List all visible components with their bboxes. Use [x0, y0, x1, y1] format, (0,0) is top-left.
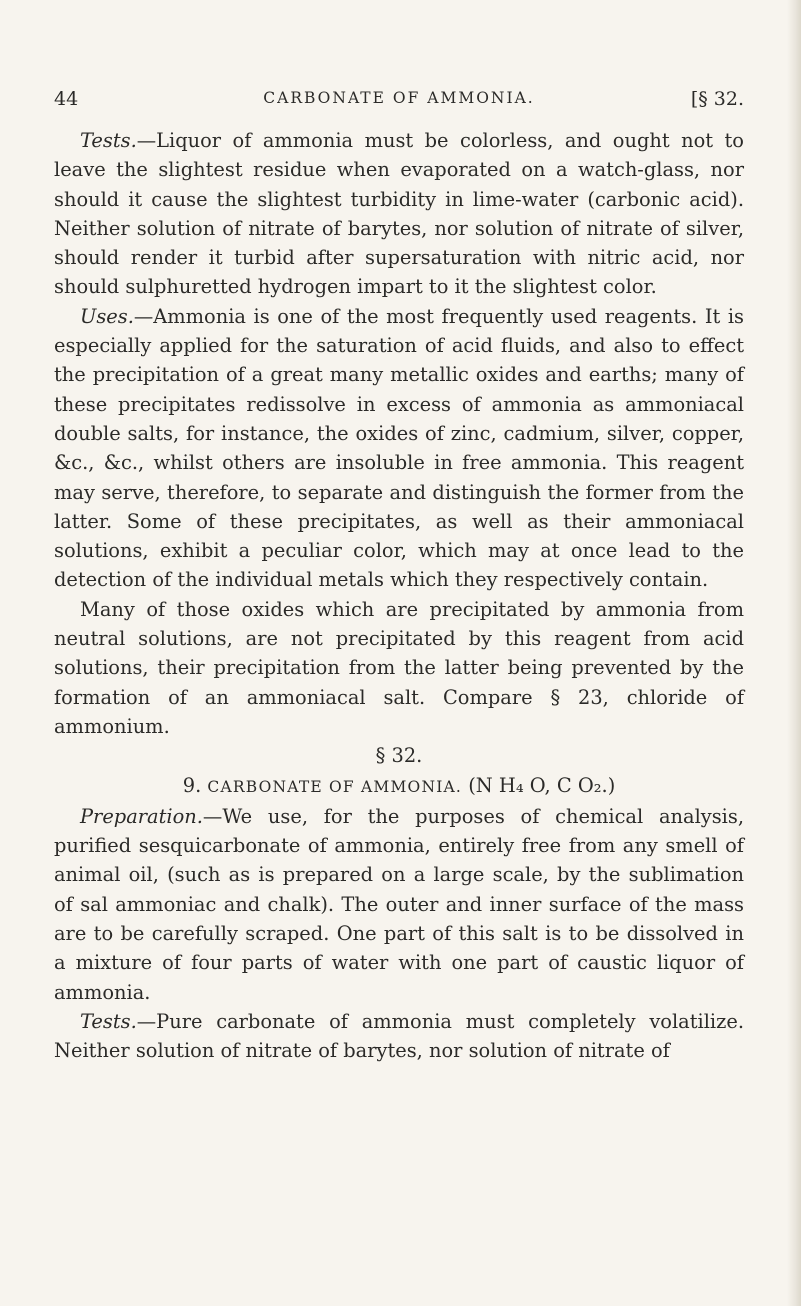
- heading-name: CARBONATE OF AMMONIA.: [207, 777, 463, 796]
- page-edge-shadow: [787, 0, 801, 1306]
- page-number: 44: [54, 88, 79, 110]
- paragraph-tests-carbonate: [54, 1007, 744, 1066]
- running-title: CARBONATE OF AMMONIA.: [263, 89, 535, 107]
- body-text: [54, 126, 744, 1066]
- tests-carbonate-label: Tests.: [80, 1009, 137, 1033]
- preparation-label: Preparation.: [80, 804, 203, 828]
- tests-carbonate-text: —Pure carbonate of ammonia must completely volatilize. Neither solution of nitrate of barytes, nor solution of nitrate of: [54, 1009, 744, 1063]
- uses-text: —Ammonia is one of the most frequently used reagents. It is especially applied for the saturation of acid fluids, and also to effect the precipitation of a great many metallic oxides and earths; many of these precipitates redissolve in excess of ammonia as ammoniacal double salts, for instance, the oxides of zinc, cadmium, silver, copper, &c., &c., whilst others are insoluble in free ammonia. This reagent may serve, therefore, to separate and distinguish the former from the latter. Some of these precipitates, as well as their ammoniacal solutions, exhibit a peculiar color, which may at once lead to the detection of the individual metals which they respectively contain.: [54, 304, 744, 592]
- tests-label: Tests.: [80, 129, 137, 152]
- heading-formula: (N H₄ O, C O₂.): [468, 773, 616, 797]
- tests-text: —Liquor of ammonia must be colorless, and ought not to leave the slightest residue when evaporated on a watch-glass, nor should it cause the slightest turbidity in lime-water (carbonic acid). Neither solution of nitrate of barytes, nor solution of nitrate of silver, should render it turbid after supersaturation with nitric acid, nor should sulphuretted hydrogen impart to it the slightest color.: [54, 129, 744, 299]
- uses-label: Uses.: [80, 304, 134, 328]
- paragraph-preparation: [54, 802, 744, 1007]
- section-reference: [§ 32.: [690, 88, 744, 110]
- preparation-text: —We use, for the purposes of chemical analysis, purified sesquicarbonate of ammonia, entirely free from any smell of animal oil, (such as is prepared on a large scale, by the sublimation of sal ammoniac and chalk). The outer and inner surface of the mass are to be carefully scraped. One part of this salt is to be dissolved in a mixture of four parts of water with one part of caustic liquor of ammonia.: [54, 804, 744, 1004]
- heading-number: 9.: [182, 773, 202, 797]
- paragraph-many: Many of those oxides which are precipitated by ammonia from neutral solutions, are not precipitated by this reagent from acid solutions, their precipitation from the latter being prevented by the formation of an ammoniacal salt. Compare § 23, chloride of ammonium.: [54, 597, 744, 738]
- paragraph-uses: [54, 302, 744, 595]
- paragraph-tests: [54, 126, 744, 302]
- section-mark: § 32.: [375, 744, 423, 768]
- section-heading: [54, 771, 744, 802]
- running-header: [54, 88, 744, 114]
